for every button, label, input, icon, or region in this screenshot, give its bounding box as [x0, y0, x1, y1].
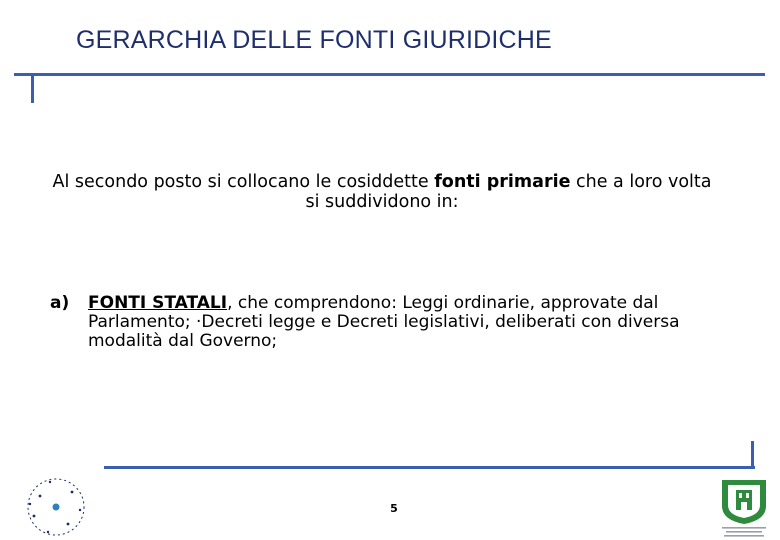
page-number: 5 — [390, 502, 398, 515]
intro-text-end: che a loro volta si suddividono in: — [305, 172, 712, 212]
list-item-lead: FONTI STATALI — [88, 293, 228, 313]
left-accent-tick — [31, 76, 34, 103]
university-shield-logo — [714, 476, 774, 540]
list-item-a — [50, 294, 740, 351]
top-divider — [14, 73, 765, 76]
list-marker: a) — [50, 293, 70, 313]
list-item-content — [88, 294, 740, 351]
bottom-divider — [104, 466, 755, 469]
intro-text-start: Al secondo posto si collocano le cosiddette — [52, 172, 435, 192]
slide-title: GERARCHIA DELLE FONTI GIURIDICHE — [76, 26, 552, 54]
inaf-seal-logo — [10, 470, 90, 540]
list-item-text: , che comprendono: Leggi ordinarie, approvate dal Parlamento; ·Decreti legge e Decreti legislativi, deliberati con diversa modalità dal Governo; — [88, 293, 680, 351]
intro-paragraph — [52, 172, 712, 212]
intro-emphasis: fonti primarie — [434, 172, 571, 192]
right-accent-tick — [751, 441, 754, 468]
